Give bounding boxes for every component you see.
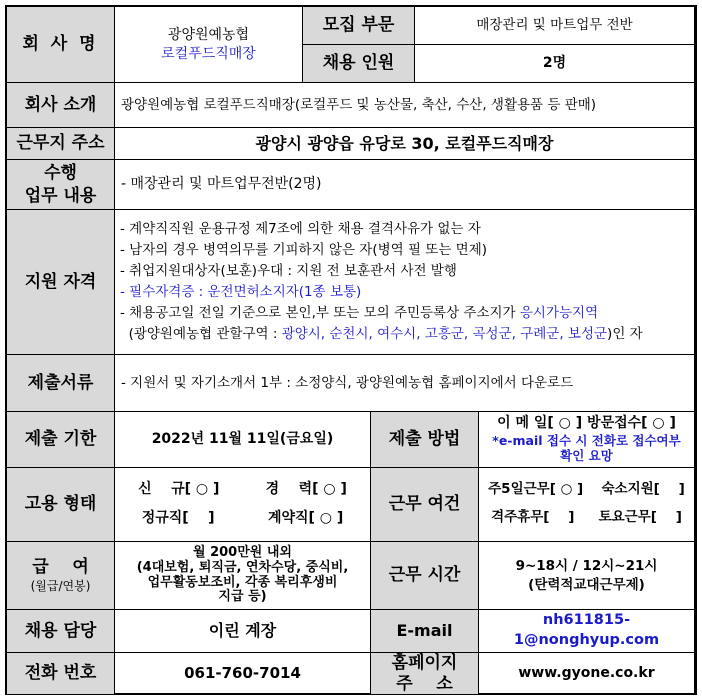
option-career: 경 력[ ○ ] [265,481,347,497]
phone-label: 전화 번호 [7,653,115,695]
manager-value: 이린 계장 [115,610,371,653]
address-label: 근무지 주소 [7,128,115,160]
conditions-options [479,468,695,542]
conditions-label: 근무 여건 [371,468,479,542]
manager-label: 채용 담당 [7,610,115,653]
option-saturday: 토요근무[ ] [598,509,682,526]
qualification-item: - 필수자격증 : 운전면허소지자(1종 보통) [120,284,362,300]
method-value: 이 메 일[ ○ ] 방문접수[ ○ ] *e-mail 접수 시 전화로 접수여부 확인 요망 [479,412,695,468]
salary-value: 월 200만원 내외 (4대보험, 퇴직금, 연차수당, 중식비, 업무활동보조비, 각종 복리후생비 지급 등) [115,542,371,610]
qualification-item: - 채용공고일 전일 기준으로 본인,부 또는 모의 주민등록상 주소지가 응시가능지역 [120,305,599,321]
address-value: 광양시 광양읍 유당로 30, 로컬푸드직매장 [115,128,695,160]
option-contract: 계약직[ ○ ] [267,509,344,526]
headcount-value: 2명 [415,45,695,83]
qualifications-list [115,210,695,355]
intro-label: 회사 소개 [7,83,115,128]
option-new: 신 규[ ○ ] [138,481,220,497]
intro-value: 광양원예농협 로컬푸드직매장(로컬푸드 및 농산물, 축산, 수산, 생활용품 등 판매) [115,83,695,128]
option-dorm: 숙소지원[ ] [601,481,685,497]
qualification-item: - 취업지원대상자(보훈)우대 : 지원 전 보훈관서 사전 발행 [120,263,457,279]
employment-type-label: 고용 형태 [7,468,115,542]
qualification-item: - 남자의 경우 병역의무를 기피하지 않은 자(병역 필 또는 면제) [120,242,488,258]
method-label: 제출 방법 [371,412,479,468]
documents-label: 제출서류 [7,355,115,412]
qualification-item: (광양원예농협 관할구역 : 광양시, 순천시, 여수시, 고흥군, 곡성군, 구례군, 보성군)인 자 [120,326,643,342]
salary-label: 급 여 (월급/연봉) [7,542,115,610]
job-posting-table [5,5,697,695]
company-name: 광양원예농협 로컬푸드직매장 [115,7,303,83]
duties-value: - 매장관리 및 마트업무전반(2명) [115,160,695,210]
recruit-dept-label: 모집 부문 [303,7,415,45]
employment-type-options [115,468,371,542]
email-label: E-mail [371,610,479,653]
hours-value: 9~18시 / 12시~21시 (탄력적교대근무제) [479,542,695,610]
deadline-value: 2022년 11월 11일(금요일) [115,412,371,468]
option-biweekly: 격주휴무[ ] [491,509,575,526]
duties-label: 수행 업무 내용 [7,160,115,210]
hours-label: 근무 시간 [371,542,479,610]
recruit-dept-value: 매장관리 및 마트업무 전반 [415,7,695,45]
qualifications-label: 지원 자격 [7,210,115,355]
headcount-label: 채용 인원 [303,45,415,83]
phone-value: 061-760-7014 [115,653,371,695]
company-label: 회 사 명 [7,7,115,83]
homepage-value: www.gyone.co.kr [479,653,695,695]
option-5day: 주5일근무[ ○ ] [488,481,584,497]
email-value: nh611815-1@nonghyup.com [479,610,695,653]
deadline-label: 제출 기한 [7,412,115,468]
qualification-item: - 계약직직원 운용규정 제7조에 의한 채용 결격사유가 없는 자 [120,221,481,237]
option-regular: 정규직[ ] [141,509,215,526]
documents-value: - 지원서 및 자기소개서 1부 : 소정양식, 광양원예농협 홈페이지에서 다운로드 [115,355,695,412]
homepage-label: 홈페이지 주 소 [371,653,479,695]
